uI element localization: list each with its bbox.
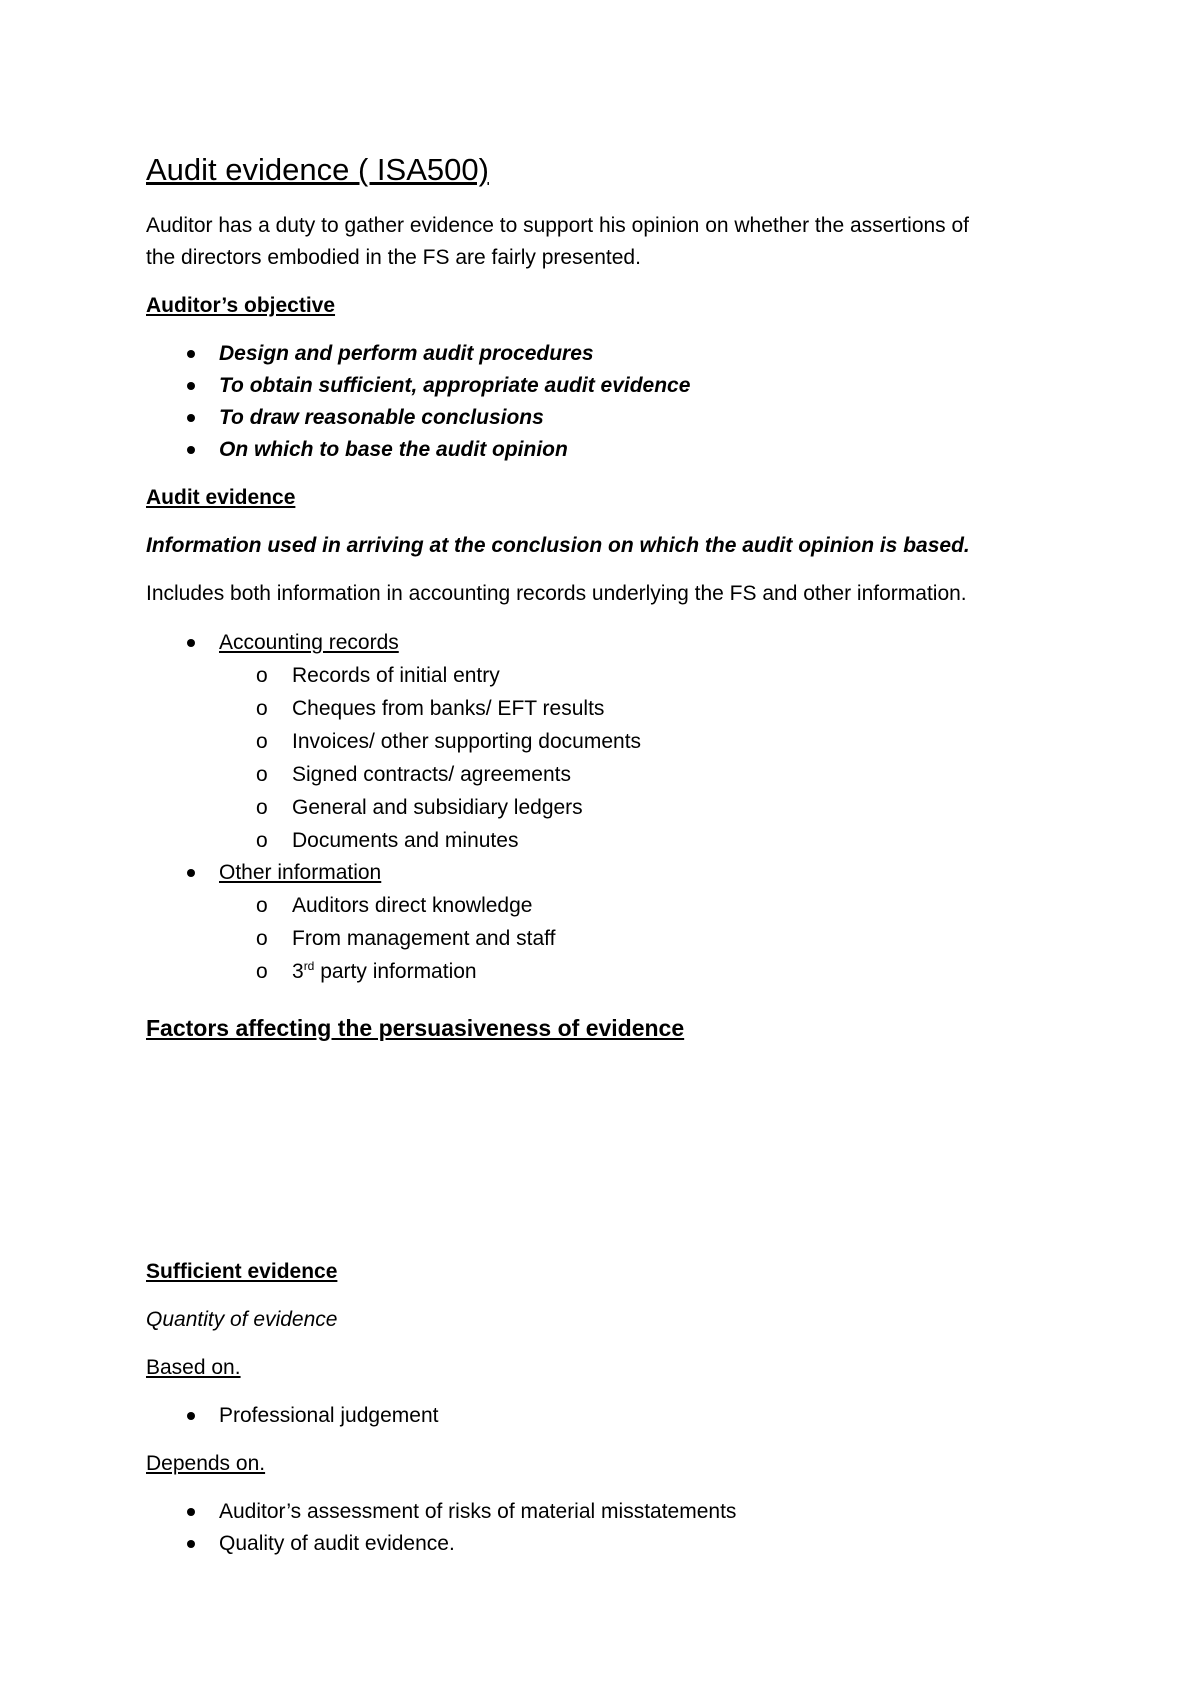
- sub-list-item-text: Cheques from banks/ EFT results: [292, 697, 605, 720]
- sub-list-item: [146, 889, 641, 922]
- bullet-icon: [187, 1508, 195, 1516]
- circle-bullet-icon: o: [256, 796, 268, 819]
- circle-bullet-icon: o: [256, 664, 268, 687]
- sub-list-item: [146, 791, 641, 824]
- circle-bullet-icon: o: [256, 763, 268, 786]
- based-on-heading: Based on.: [146, 1356, 241, 1379]
- list-item-text: On which to base the audit opinion: [219, 438, 568, 461]
- list-item-text: To obtain sufficient, appropriate audit evidence: [219, 374, 691, 397]
- evidence-sources-list: [146, 627, 641, 988]
- bullet-icon: [187, 350, 195, 358]
- sub-list-item-text: Documents and minutes: [292, 829, 519, 852]
- intro-line-2: the directors embodied in the FS are fairly presented.: [146, 246, 641, 269]
- bullet-icon: [187, 1412, 195, 1420]
- bullet-icon: [187, 1540, 195, 1548]
- circle-bullet-icon: o: [256, 730, 268, 753]
- evidence-includes: Includes both information in accounting records underlying the FS and other information.: [146, 582, 967, 605]
- sub-list-item: [146, 725, 641, 758]
- list-item-text: Other information: [219, 861, 382, 884]
- objective-heading: Auditor’s objective: [146, 294, 336, 317]
- circle-bullet-icon: o: [256, 697, 268, 720]
- list-item: [146, 370, 690, 402]
- sub-list-item: [146, 659, 641, 692]
- list-item: [146, 434, 690, 466]
- list-item: [146, 1528, 736, 1560]
- sub-list-item: [146, 692, 641, 725]
- sub-list-item: [146, 922, 641, 955]
- sub-list-item-text: General and subsidiary ledgers: [292, 796, 583, 819]
- list-item: [146, 402, 690, 434]
- based-on-list: [146, 1400, 438, 1432]
- intro-line-1: Auditor has a duty to gather evidence to support his opinion on whether the assertions of: [146, 214, 970, 237]
- evidence-definition: Information used in arriving at the conclusion on which the audit opinion is based.: [146, 534, 970, 557]
- list-item-text: To draw reasonable conclusions: [219, 406, 544, 429]
- list-item: [146, 1400, 438, 1432]
- ordinal-suffix: rd: [303, 959, 315, 973]
- sub-list-item-text: Records of initial entry: [292, 664, 500, 687]
- depends-on-list: [146, 1496, 736, 1560]
- sufficient-heading: Sufficient evidence: [146, 1260, 338, 1283]
- list-item-text: Accounting records: [219, 631, 399, 654]
- circle-bullet-icon: o: [256, 894, 268, 917]
- list-item-text: Auditor’s assessment of risks of material misstatements: [219, 1500, 737, 1523]
- evidence-heading: Audit evidence: [146, 486, 296, 509]
- circle-bullet-icon: o: [256, 829, 268, 852]
- circle-bullet-icon: o: [256, 960, 268, 983]
- bullet-icon: [187, 414, 195, 422]
- sub-list-item-text: Invoices/ other supporting documents: [292, 730, 642, 753]
- bullet-icon: [187, 446, 195, 454]
- factors-heading: Factors affecting the persuasiveness of evidence: [146, 1015, 685, 1041]
- sub-list-item-text: Signed contracts/ agreements: [292, 763, 571, 786]
- list-item-text: Design and perform audit procedures: [219, 342, 594, 365]
- sub-list-item-text: From management and staff: [292, 927, 556, 950]
- sufficient-definition: Quantity of evidence: [146, 1308, 338, 1331]
- list-item-text: Quality of audit evidence.: [219, 1532, 455, 1555]
- sub-list-item: [146, 824, 641, 857]
- list-item: [146, 1496, 736, 1528]
- list-item-accounting-records: [146, 627, 641, 659]
- list-item: [146, 338, 690, 370]
- circle-bullet-icon: o: [256, 927, 268, 950]
- sub-list-item: [146, 758, 641, 791]
- bullet-icon: [187, 382, 195, 390]
- objective-list: [146, 338, 690, 466]
- list-item-text: Professional judgement: [219, 1404, 439, 1427]
- bullet-icon: [187, 639, 195, 647]
- ordinal-number: 3: [292, 960, 304, 983]
- bullet-icon: [187, 869, 195, 877]
- list-item-other-information: [146, 857, 641, 889]
- sub-list-item-text: [292, 960, 477, 983]
- sub-list-item-text: Auditors direct knowledge: [292, 894, 533, 917]
- sub-list-item: [146, 955, 641, 988]
- page-title: Audit evidence ( ISA500): [146, 152, 489, 187]
- ordinal-rest: party information: [314, 960, 477, 983]
- depends-on-heading: Depends on.: [146, 1452, 266, 1475]
